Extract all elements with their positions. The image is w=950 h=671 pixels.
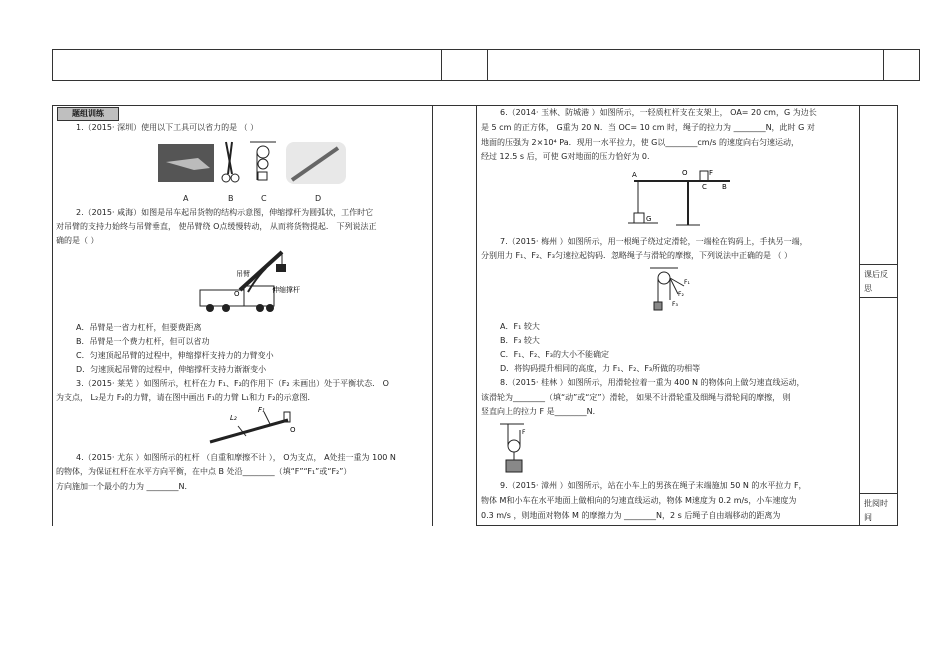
q6-line-1: 6.（2014· 玉林、防城港 ）如图所示，一轻质杠杆支在支架上， OA= 20 cm，G 为边长 [500,108,817,117]
q3-line-2: 为支点， L₂是力 F₂的力臂，请在图中画出 F₁的力臂 L₁和力 F₂的示意图． [56,393,316,402]
q8-line-1: 8.（2015· 桂林 ）如图所示，用滑轮拉着一重为 400 N 的物体向上做匀速直线运动， [500,378,805,387]
pulley-icon [250,142,276,180]
q6-label-f: F [709,169,714,177]
q6-line-3: 地面的压强为 2×10⁴ Pa．现用一水平拉力，使 G以________cm/s 的速度向右匀速运动， [481,138,799,147]
tweezers-icon [286,142,346,184]
q7-option-a: A．F₁ 较大 [500,322,540,331]
q6-label-c: C [702,183,707,191]
q7-option-c: C．F₁、F₂、F₃的大小不能确定 [500,350,610,359]
left-column-border [52,105,53,526]
q7-line-2: 分别用力 F₁、F₂、F₃匀速拉起钩码．忽略绳子与滑轮的摩擦，下列说法中正确的是 （ ） [481,251,793,260]
q2-line-3: 确的是（ ） [56,236,99,245]
lever-pivot-label: O [290,426,296,434]
q7-pulley-diagram [648,266,698,316]
q7-option-d: D．将钩码提升相同的高度，力 F₁、F₂、F₃所做的功相等 [500,364,701,373]
q6-label-o: O [682,169,688,177]
q7-pulley-figure [648,266,698,316]
q6-line-4: 经过 12.5 s 后，可使 G对地面的压力恰好为 0. [481,152,650,161]
q1-tools-illustration [158,140,348,188]
q7-label-f2: F₂ [678,291,684,298]
header-bottom-border [52,80,920,81]
header-left-border [52,49,53,81]
header-divider-3 [883,49,884,81]
q2-line-2: 对吊臂的支持力始终与吊臂垂直， 使吊臂绕 O点缓慢转动， 从而将货物提起． 下列说法正 [56,222,377,231]
q8-pulley-diagram [500,422,536,474]
sidebar-left-border [859,105,860,526]
q3-lever-figure [208,406,298,446]
crane-strut-label: 伸缩撑杆 [272,286,300,294]
q6-label-g: G [646,215,652,223]
q2-option-c: C．匀速顶起吊臂的过程中，伸缩撑杆支持力的力臂变小 [76,351,274,360]
sidebar-row-divider-1 [859,264,898,265]
crane-pivot-label: O [234,290,240,298]
header-top-border [52,49,920,50]
sidebar-right-border [897,105,898,526]
q6-lever-diagram [628,165,738,227]
header-divider-2 [487,49,488,81]
header-divider-1 [441,49,442,81]
q2-option-d: D．匀速顶起吊臂的过程中，伸缩撑杆支持力渐渐变小 [76,365,267,374]
sidebar-row-divider-3 [859,493,898,494]
crane-diagram [196,248,316,318]
middle-divider-right [476,105,477,526]
q4-line-1: 4.（2015· 尤东 ）如图所示的杠杆 （自重和摩擦不计 ）， O为支点， A处挂一重为 100 N [76,453,396,462]
q3-line-1: 3.（2015· 莱芜 ）如图所示，杠杆在力 F₁、F₂的作用下（F₂ 未画出）处于平衡状态． O [76,379,389,388]
q4-line-2: 的物体，为保证杠杆在水平方向平衡，在中点 B 处沿________（填“F”“F₁”或“F₂”） [56,467,352,476]
sidebar-reflection: 课后反思 [864,270,888,293]
sidebar-review-time: 批阅时间 [864,499,888,522]
q2-option-b: B．吊臂是一个费力杠杆，但可以省功 [76,337,210,346]
header-right-border [919,49,920,81]
q1-stem: 1.（2015· 深圳）使用以下工具可以省力的是 （ ） [76,123,259,132]
lever-arm-label: L₂ [230,414,237,422]
q8-pulley-figure [500,422,536,474]
q8-label-f: F [522,429,526,436]
q1-figure [158,140,348,188]
sidebar-row-divider-2 [859,297,898,298]
q7-label-f1: F₁ [684,279,690,286]
q6-lever-figure [628,165,738,227]
q1-option-b: B [228,194,234,203]
lever-force-label: F₁ [258,406,265,414]
scissors-icon [222,142,239,182]
q1-option-c: C [261,194,267,203]
q1-option-a: A [183,194,189,203]
lever-diagram [208,406,298,446]
q2-crane-figure [196,248,316,318]
q7-line-1: 7.（2015· 梅州 ）如图所示，用一根绳子绕过定滑轮，一端栓在钩码上，手执另一端， [500,237,808,246]
right-column-bottom-border [476,525,898,526]
q1-option-d: D [315,194,322,203]
q6-label-b: B [722,183,727,191]
crane-boom-label: 吊臂 [236,270,250,278]
q7-label-f3: F₃ [672,301,678,308]
q6-label-a: A [632,171,637,179]
q4-line-3: 方向施加一个最小的力为 ________N． [56,482,193,491]
q9-line-3: 0.3 m/s ，则地面对物体 M 的摩擦力为 ________N，2 s 后绳子自由端移动的距离为 [481,511,781,520]
q2-option-a: A．吊臂是一省力杠杆，但要费距离 [76,323,202,332]
q6-line-2: 是 5 cm 的正方体， G重为 20 N．当 OC= 10 cm 时，绳子的拉力为 ________N，此时 G 对 [481,123,815,132]
q9-line-1: 9.（2015· 漳州 ）如图所示，站在小车上的男孩在绳子末端施加 50 N 的水平拉力 F， [500,481,807,490]
q8-line-3: 竖直向上的拉力 F 是________N． [481,407,601,416]
q8-line-2: 该滑轮为________（填“动”或“定”）滑轮， 如果不计滑轮重及细绳与滑轮间的摩擦， 则 [481,393,791,402]
section-title: 题组训练 [57,107,119,121]
middle-divider-left [432,105,433,526]
q7-option-b: B．F₃ 较大 [500,336,540,345]
q2-line-1: 2.（2015· 咸海）如图是吊车起吊货物的结构示意图，伸缩撑杆为圆弧状，工作时它 [76,208,374,217]
q9-line-2: 物体 M和小车在水平地面上做相向的匀速直线运动，物体 M速度为 0.2 m/s，小车速度为 [481,496,797,505]
